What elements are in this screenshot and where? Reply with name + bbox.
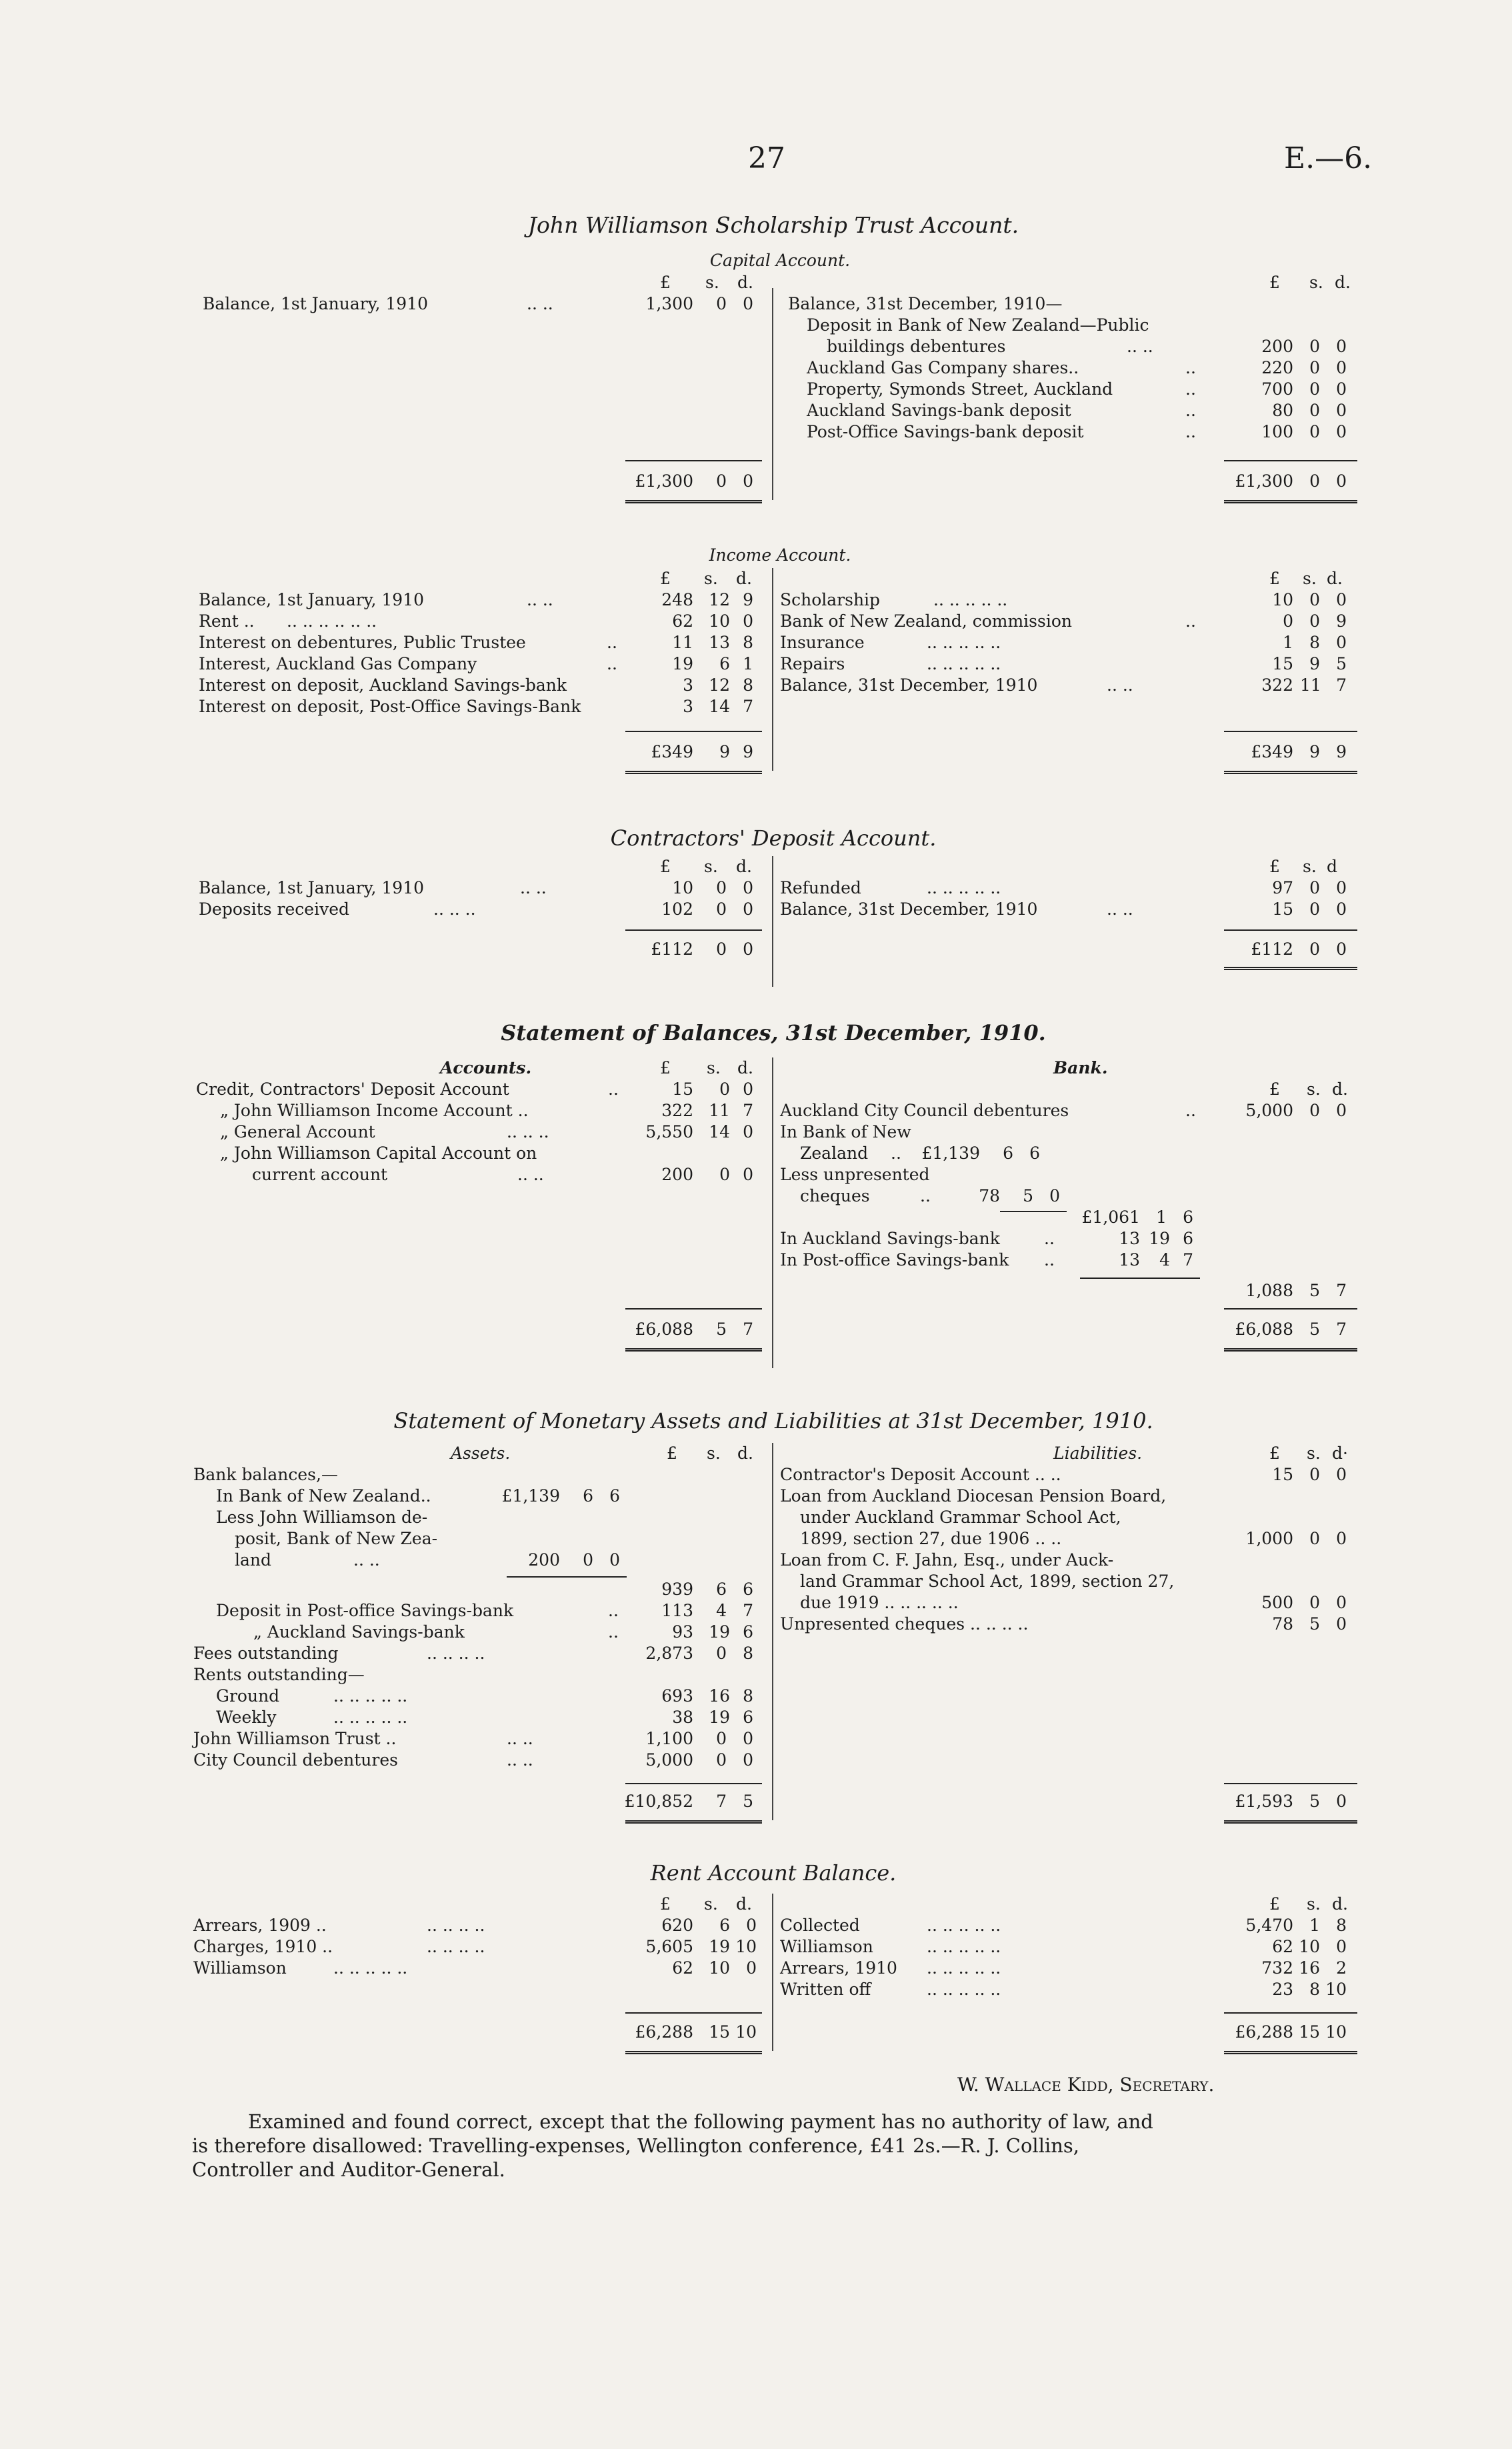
column-divider — [772, 1057, 773, 1368]
rent-account: £ s. d. £ s. d. Arrears, 1909 .. .. .. .. .. 620 6 0 Collected .. .. .. .. .. 5,470 1 8 Charges, 1910 .. .. .. .. .. 5,605 19 10 Williamson .. .. .. .. .. 62 10 0 Williamson .. .. .. .. .. 62 10 0 Arrears, 1910 .. .. .. .. .. 732 16 2 Written off .. .. .. .. .. 23 8 10 £6,288 15 10 £6,288 15 10 — [0, 1894, 1512, 2067]
subtotal-rule — [625, 1783, 762, 1784]
rent-title: Rent Account Balance. — [650, 1860, 897, 1886]
total-double-rule — [1224, 1348, 1357, 1352]
ledger-text: Loan from Auckland Diocesan Pension Board, — [780, 1486, 1167, 1506]
column-divider — [772, 568, 773, 771]
capital-account: £ s. d. £ s. d. Balance, 1st January, 1910 .. .. 1,300 0 0 Balance, 31st December, 1910— Deposit in Bank of New Zealand—Public buildings debentures .. .. 200 0 0 Auckland Gas Company shares.. .. 220 0 0 Property, Symonds Street, Auckland .. 700 0 0 Auckland Savings-bank deposit .. 80 0 0 Post-Office Savings-bank deposit .. 100 0 0 £1,300 0 0 £1,300 0 0 — [0, 272, 1512, 525]
subtotal-rule — [1080, 1278, 1200, 1279]
scholarship-title: John Williamson Scholarship Trust Account. — [527, 212, 1019, 238]
col-pounds-right: £ — [1269, 273, 1280, 292]
ledger-text: posit, Bank of New Zea- — [235, 1529, 438, 1548]
total-double-rule — [1224, 771, 1357, 774]
audit-note-line: Controller and Auditor-General. — [192, 2158, 505, 2181]
column-divider — [772, 288, 773, 500]
subtotal-rule — [1224, 929, 1357, 931]
subtotal-rule — [625, 2012, 762, 2014]
audit-note-line: is therefore disallowed: Travelling-expenses, Wellington conference, £41 2s.—R. J. Collins, — [192, 2134, 1080, 2157]
col-pence: d. — [737, 273, 753, 292]
contractors-account: £ s. d. £ s. d Balance, 1st January, 1910 .. .. 10 0 0 Refunded .. .. .. .. .. 97 0 0 Deposits received .. .. .. 102 0 0 Balance, 31st December, 1910 .. .. 15 0 0 £112 0 0 £112 0 0 — [0, 856, 1512, 1016]
subtotal-rule — [625, 929, 762, 931]
page-number: 27 — [748, 141, 785, 175]
signature: W. Wallace Kidd, Secretary. — [957, 2074, 1215, 2096]
balances-statement: Accounts. £ s. d. Bank. Credit, Contractors' Deposit Account .. 15 0 0 £ s. d. „ John Williamson Income Account .. 322 11 7 Auckland City Council debentures .. 5,000 0 0 „ General Account .. .. .. 5,550 14 0 In Bank of New „ John Williamson Capital Account on Zealand .. £1,139 6 6 current account .. .. 200 0 0 Less unpresented cheques .. 78 5 0 £1,061 1 6 In Auckland Savings-bank .. 13 19 6 In Post-office Savings-bank .. 13 4 7 1,088 5 7 £6,088 5 7 £6,088 5 7 — [0, 1057, 1512, 1378]
total-double-rule — [625, 2051, 762, 2054]
subtotal-rule — [1224, 460, 1357, 461]
col-shillings: s. — [705, 273, 719, 292]
col-pence-right: d. — [1335, 273, 1351, 292]
monetary-title: Statement of Monetary Assets and Liabilities at 31st December, 1910. — [393, 1408, 1153, 1434]
subtotal-rule — [507, 1576, 627, 1578]
balances-title: Statement of Balances, 31st December, 1910. — [501, 1020, 1046, 1045]
monetary-statement: Assets. £ s. d. Liabilities. £ s. d· Bank balances,— In Bank of New Zealand.. £1,139 6 6 Less John Williamson de- posit, Bank of New Zea- land .. .. 200 0 0 939 6 6 Deposit in Post-office Savings-bank .. 113 4 7 „ Auckland Savings-bank .. 93 19 6 Fees outstanding .. .. .. .. 2,873 0 8 Rents outstanding— Ground .. .. .. .. .. 693 16 8 Weekly .. .. .. .. .. 38 19 6 John Williamson Trust .. .. .. 1,100 0 0 City Council debentures .. .. 5,000 0 0 Contractor's Deposit Account .. .. 15 0 0 Loan from Auckland Diocesan Pension Board, under Auckland Grammar School Act, 1899, section 27, due 1906 .. .. 1,000 0 0 Loan from C. F. Jahn, Esq., under Auck- land Grammar School Act, 1899, section 27, due 1919 .. .. .. .. .. 500 0 0 Unpresented cheques .. .. .. .. 78 5 0 £10,852 7 5 £1,593 5 0 — [0, 1443, 1512, 1836]
ledger-text: land Grammar School Act, 1899, section 27, — [800, 1572, 1175, 1591]
col-shillings-right: s. — [1309, 273, 1323, 292]
contractors-title: Contractors' Deposit Account. — [610, 825, 937, 851]
subtotal-rule — [1224, 2012, 1357, 2014]
ledger-text: Bank balances,— — [193, 1465, 338, 1484]
ledger-text: under Auckland Grammar School Act, — [800, 1508, 1121, 1527]
ledger-text: Rents outstanding— — [193, 1665, 365, 1684]
subtotal-rule — [625, 731, 762, 732]
total-double-rule — [625, 1348, 762, 1352]
ledger-text: Loan from C. F. Jahn, Esq., under Auck- — [780, 1550, 1114, 1570]
total-double-rule — [1224, 500, 1357, 503]
income-subtitle: Income Account. — [709, 545, 851, 565]
subtotal-rule — [1224, 731, 1357, 732]
column-divider — [772, 856, 773, 987]
ledger-text: Deposit in Bank of New Zealand—Public — [807, 315, 1149, 335]
col-pounds: £ — [660, 273, 671, 292]
report-code: E.—6. — [1284, 141, 1373, 175]
total-double-rule — [1224, 2051, 1357, 2054]
total-double-rule — [1224, 967, 1357, 970]
subtotal-rule — [625, 1308, 762, 1310]
capital-subtitle: Capital Account. — [709, 251, 851, 270]
audit-note-line: Examined and found correct, except that the following payment has no authority of law, and — [248, 2110, 1153, 2133]
column-divider — [772, 1894, 773, 2051]
total-double-rule — [625, 1820, 762, 1824]
subtotal-rule — [1224, 1308, 1357, 1310]
ledger-text: Less John Williamson de- — [216, 1508, 428, 1527]
subtotal-rule — [1000, 1211, 1067, 1212]
total-double-rule — [625, 771, 762, 774]
total-double-rule — [1224, 1820, 1357, 1824]
subtotal-rule — [1224, 1783, 1357, 1784]
subtotal-rule — [625, 460, 762, 461]
column-divider — [772, 1443, 773, 1820]
total-double-rule — [625, 500, 762, 503]
audit-note — [192, 2110, 1359, 2182]
income-account: £ s. d. £ s. d. Balance, 1st January, 1910 .. .. 248 12 9 Scholarship .. .. .. .. .. 10 0 0 Rent .. .. .. .. .. .. .. 62 10 0 Bank of New Zealand, commission .. 0 0 9 Interest on debentures, Public Trustee .. 11 13 8 Insurance .. .. .. .. .. 1 8 0 Interest, Auckland Gas Company .. 19 6 1 Repairs .. .. .. .. .. 15 9 5 Interest on deposit, Auckland Savings-bank 3 12 8 Balance, 31st December, 1910 .. .. 322 11 7 Interest on deposit, Post-Office Savings-Bank 3 14 7 £349 9 9 £349 9 9 — [0, 568, 1512, 795]
